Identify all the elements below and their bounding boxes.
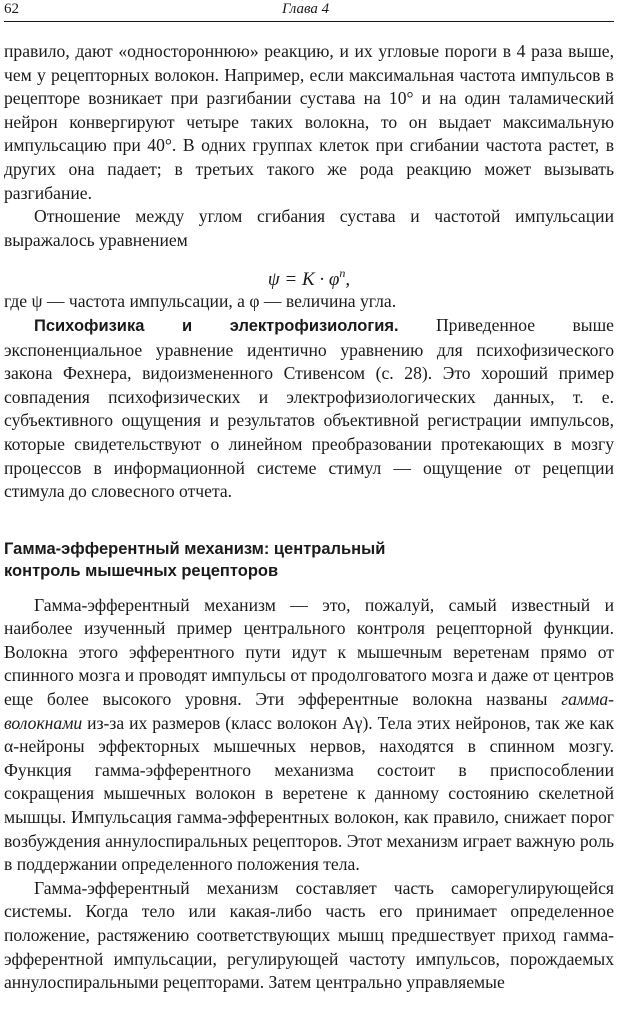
paragraph-gamma-system: Гамма-эфферентный механизм составляет часть саморегулирующейся системы. Когда тело или какая-либо часть его принимает определенное положение, растяжению соответствующих мышц предшествует приход гамма-эфферентной импульсации, регулирующей частоту импульсов, порождаемых аннулоспиральными рецепторами. Затем центрально управляемые [4, 877, 614, 993]
gamma-text-after: из-за их размеров (класс волокон Aγ). Тела этих нейронов, так же как α-нейроны эффекторных мышечных нервов, находятся в спинном мозгу. Функция гамма-эфферентного механизма состоит в приспособлении сокращения мышечных волокон в веретене к данному состоянию скелетной мышцы. Импульсация гамма-эфферентных волокон, как правило, снижает порог возбуждения аннулоспиральных рецепторов. Этот механизм играет важную роль в поддержании определенного положения тела. [4, 712, 614, 875]
section-heading-line-1: Гамма-эфферентный механизм: центральный [4, 539, 386, 558]
section-heading [4, 538, 614, 582]
formula [4, 256, 614, 290]
paragraph-gamma-intro [4, 594, 614, 877]
page-body [4, 40, 614, 995]
gamma-text-before: Гамма-эфферентный механизм — это, пожалуй, самый известный и наиболее изученный пример центрального контроля рецепторной функции. Волокна этого эфферентного пути идут к мышечным веретенам прямо от спинного мозга и проводят импульсы от продолговатого мозга и даже от центров еще более высокого уровня. Эти эфферентные волокна названы [4, 594, 614, 710]
paragraph-relation: Отношение между углом сгибания сустава и частотой импульсации выражалось уравнением [4, 206, 614, 250]
page-number: 62 [4, 1, 19, 17]
formula-exponent: n [339, 266, 346, 281]
running-header [4, 0, 614, 22]
section-heading-line-2: контроль мышечных рецепторов [4, 561, 279, 580]
formula-legend: где ψ — частота импульсации, а φ — величина угла. [4, 291, 397, 312]
header-rule [4, 21, 614, 22]
run-in-heading: Психофизика и электрофизиология. [34, 316, 399, 335]
gamma-italic-term: гамма-волокнами [4, 689, 614, 733]
paragraph-continuation: правило, дают «одностороннюю» реакцию, и их угловые пороги в 4 раза выше, чем у рецепторных волокон. Например, если максимальная частота импульсов в рецепторе возникает при разгибании сустава на 10° и на один таламический нейрон конвергируют четыре таких волокна, то он выдает максимальную импульсацию при 40°. В одних группах клеток при сгибании частота растет, в других она падает; в третьих такого же рода реакцию может вызывать разгибание. [4, 41, 614, 203]
formula-main: ψ = K · φ [267, 269, 340, 291]
formula-suffix: , [345, 269, 351, 291]
paragraph-psychophysics [4, 314, 614, 504]
psychophysics-text: Приведенное выше экспоненциальное уравнение идентично уравнению для психофизического закона Фехнера, видоизмененного Стивенсом (с. 28). Это хороший пример совпадения психофизических и электрофизиологических данных, т. е. субъективного ощущения и результатов объективной регистрации импульсов, которые свидетельствуют о линейном преобразовании протекающих в мозгу процессов в информационной системе стимул — ощущение от рецепции стимула до словесного отчета. [4, 314, 614, 502]
chapter-title: Глава 4 [282, 1, 330, 17]
